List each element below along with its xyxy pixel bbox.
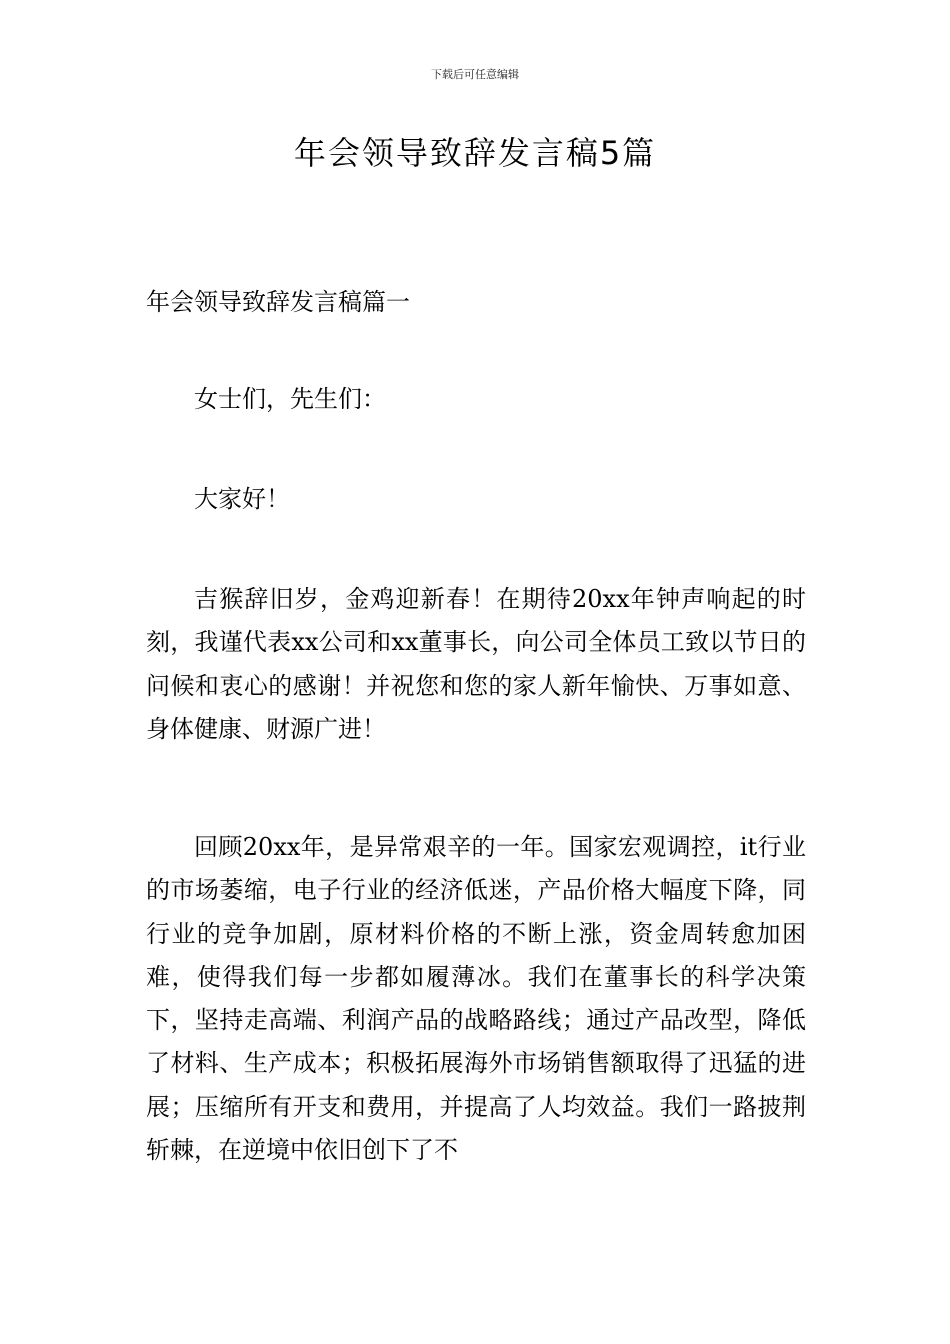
greeting-paragraph: 大家好！ bbox=[194, 485, 290, 513]
salutation-paragraph: 女士们，先生们： bbox=[194, 385, 386, 413]
body-paragraph-2: 回顾20xx年，是异常艰辛的一年。国家宏观调控，it行业的市场萎缩，电子行业的经济低迷，产品价格大幅度下降，同行业的竞争加剧，原材料价格的不断上涨，资金周转愈加困难，使得我们每一步都如履薄冰。我们在董事长的科学决策下，坚持走高端、利润产品的战略路线；通过产品改型，降低了材料、生产成本；积极拓展海外市场销售额取得了迅猛的进展；压缩所有开支和费用，并提高了人均效益。我们一路披荆斩棘，在逆境中依旧创下了不 bbox=[146, 833, 806, 1165]
section-title: 年会领导致辞发言稿篇一 bbox=[146, 288, 410, 316]
download-note: 下载后可任意编辑 bbox=[431, 68, 519, 81]
document-title: 年会领导致辞发言稿5篇 bbox=[293, 134, 657, 172]
body-paragraph-1: 吉猴辞旧岁，金鸡迎新春！在期待20xx年钟声响起的时刻，我谨代表xx公司和xx董事长，向公司全体员工致以节日的问候和衷心的感谢！并祝您和您的家人新年愉快、万事如意、身体健康、财源广进！ bbox=[146, 585, 806, 743]
